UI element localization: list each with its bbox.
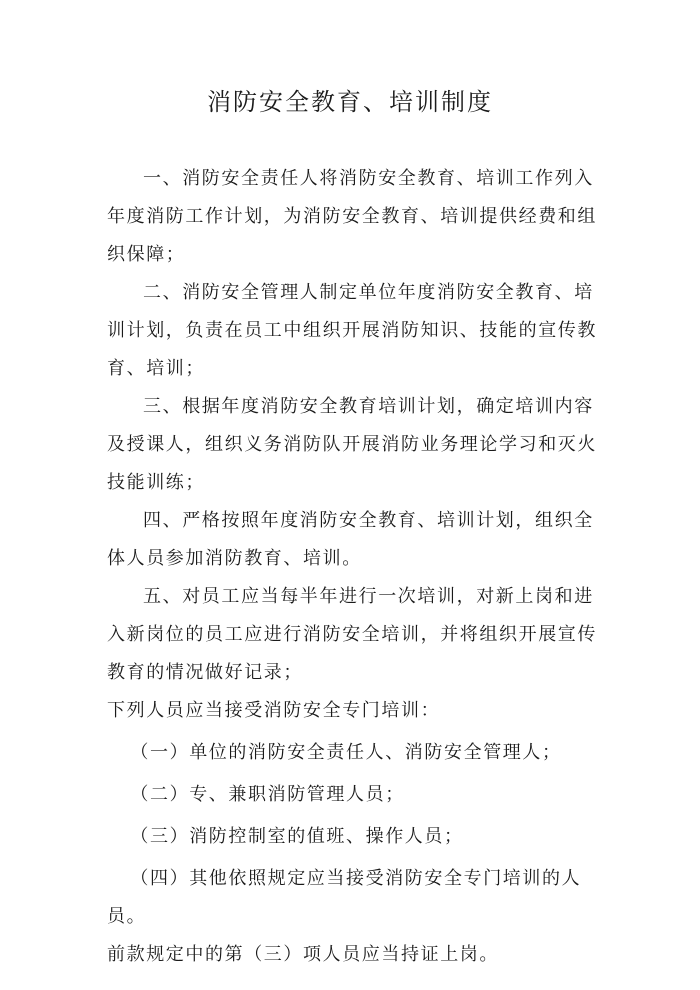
closing-sentence: 前款规定中的第（三）项人员应当持证上岗。 <box>107 944 499 965</box>
training-list-item-1: （一）单位的消防安全责任人、消防安全管理人； <box>130 742 562 763</box>
paragraph-5: 五、对员工应当每半年进行一次培训，对新上岗和进入新岗位的员工应进行消防安全培训，并将组织开展宣传教育的情况做好记录； <box>107 586 597 683</box>
training-list-lead: 下列人员应当接受消防安全专门培训： <box>107 700 441 721</box>
training-list-item-3: （三）消防控制室的值班、操作人员； <box>130 826 464 847</box>
document-title: 消防安全教育、培训制度 <box>207 88 493 116</box>
paragraph-4: 四、严格按照年度消防安全教育、培训计划，组织全体人员参加消防教育、培训。 <box>107 510 594 569</box>
paragraph-2: 二、消防安全管理人制定单位年度消防安全教育、培训计划，负责在员工中组织开展消防知识、技能的宣传教育、培训； <box>107 282 597 379</box>
training-list-item-2: （二）专、兼职消防管理人员； <box>130 784 405 805</box>
paragraph-3: 三、根据年度消防安全教育培训计划，确定培训内容及授课人，组织义务消防队开展消防业务理论学习和灭火技能训练； <box>107 396 597 493</box>
paragraph-1: 一、消防安全责任人将消防安全教育、培训工作列入年度消防工作计划，为消防安全教育、培训提供经费和组织保障； <box>107 168 597 265</box>
training-list-item-4: （四）其他依照规定应当接受消防安全专门培训的人员。 <box>107 868 582 927</box>
document-body <box>107 160 600 974</box>
